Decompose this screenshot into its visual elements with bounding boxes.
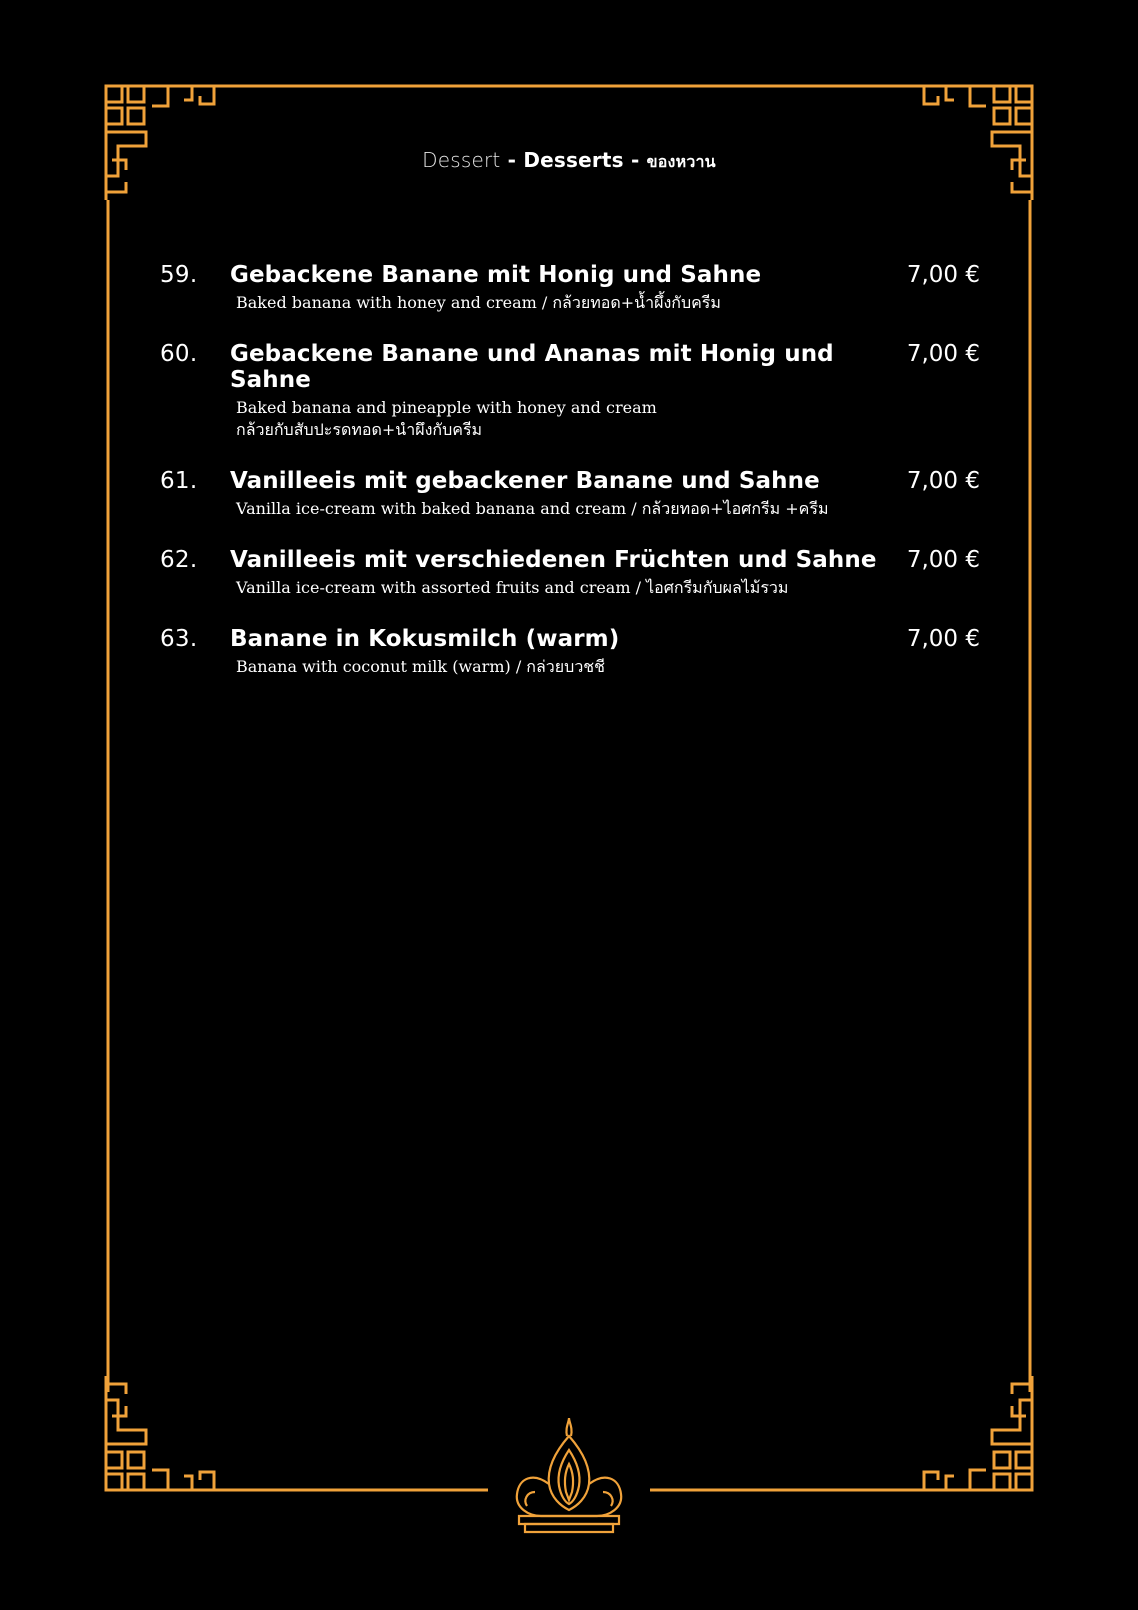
page-heading	[0, 148, 1138, 175]
item-price: 7,00 €	[906, 262, 980, 288]
item-price: 7,00 €	[906, 468, 980, 494]
item-title: Gebackene Banane und Ananas mit Honig und Sahne	[230, 341, 834, 393]
heading-desserts: Desserts	[523, 148, 624, 172]
item-number: 61.	[160, 468, 198, 494]
dessert-menu-list	[160, 262, 980, 705]
item-description-line: Baked banana and pineapple with honey and cream	[236, 398, 657, 417]
item-title: Vanilleeis mit verschiedenen Früchten und Sahne	[230, 547, 877, 573]
heading-thai: ของหวาน	[646, 152, 716, 171]
heading-sep2: -	[623, 148, 647, 172]
item-description-line: Vanilla ice-cream with baked banana and cream / กล้วยทอด+ไอศกรีม +ครีม	[236, 499, 829, 518]
item-title: Gebackene Banane mit Honig und Sahne	[230, 262, 762, 288]
corner-top-right	[924, 86, 1032, 200]
item-description-line: กล้วยกับสับปะรดทอด+นำผึงกับครีม	[236, 420, 483, 439]
corner-top-left	[106, 86, 214, 200]
item-description	[236, 656, 980, 678]
item-price: 7,00 €	[906, 341, 980, 367]
item-price: 7,00 €	[906, 626, 980, 652]
menu-item	[160, 341, 980, 441]
corner-bottom-right	[924, 1376, 1032, 1490]
item-number: 62.	[160, 547, 198, 573]
item-description	[236, 292, 980, 314]
corner-bottom-left	[106, 1376, 214, 1490]
item-number: 59.	[160, 262, 198, 288]
item-description-line: Baked banana with honey and cream / กล้วยทอด+น้ำผึ้งกับครีม	[236, 293, 721, 312]
item-number: 60.	[160, 341, 198, 367]
item-title: Banane in Kokusmilch (warm)	[230, 626, 620, 652]
item-number: 63.	[160, 626, 198, 652]
heading-dessert: Dessert	[422, 148, 501, 172]
item-description	[236, 577, 980, 599]
item-description-line: Vanilla ice-cream with assorted fruits and cream / ไอศกรีมกับผลไม้รวม	[236, 578, 789, 597]
item-description	[236, 397, 980, 441]
menu-item	[160, 468, 980, 520]
menu-item	[160, 626, 980, 678]
heading-sep1: -	[500, 148, 524, 172]
item-price: 7,00 €	[906, 547, 980, 573]
menu-item	[160, 262, 980, 314]
item-title: Vanilleeis mit gebackener Banane und Sahne	[230, 468, 820, 494]
item-description-line: Banana with coconut milk (warm) / กล่วยบวชชี	[236, 657, 606, 676]
menu-item	[160, 547, 980, 599]
item-description	[236, 498, 980, 520]
thai-lotus-ornament-icon	[517, 1418, 621, 1532]
